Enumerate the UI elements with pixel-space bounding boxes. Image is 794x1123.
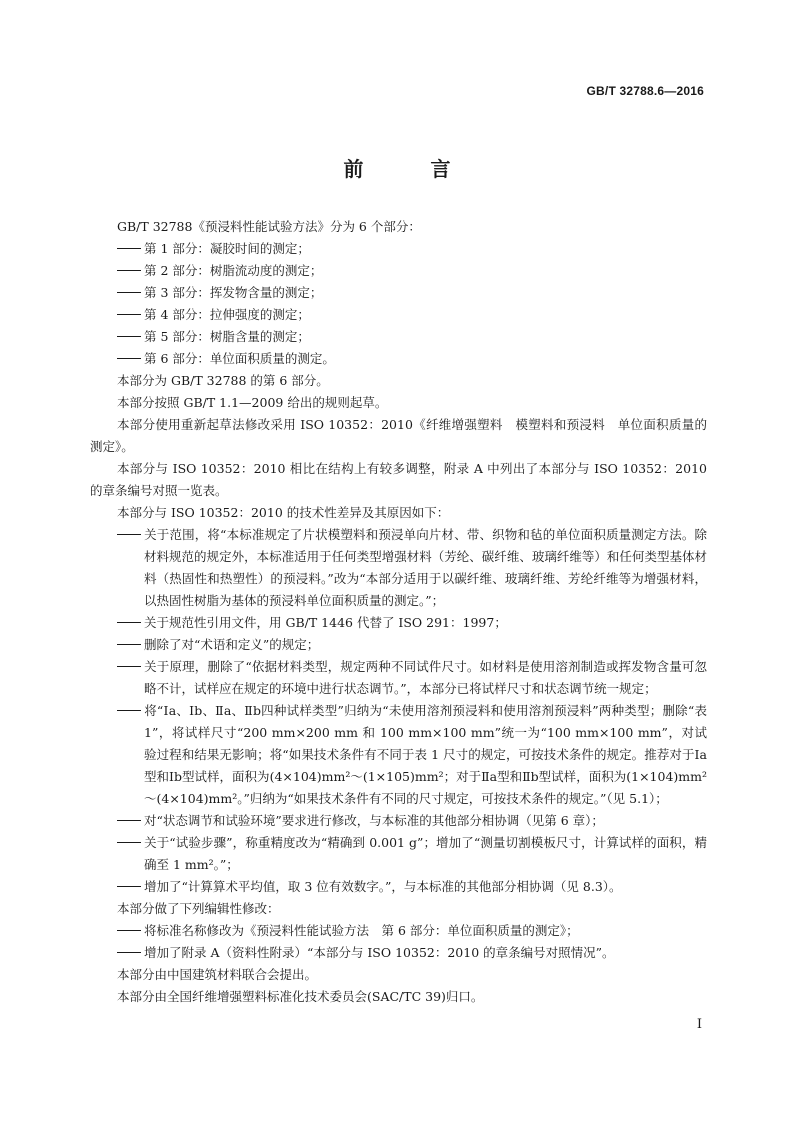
paragraph: [90, 964, 707, 986]
list-item: [90, 260, 707, 282]
dash-marker: [117, 810, 144, 832]
paragraph-text: 本部分使用重新起草法修改采用 ISO 10352：2010《纤维增强塑料 模塑料和预浸料 单位面积质量的测定》。: [90, 417, 707, 454]
dash-marker: [117, 634, 144, 656]
paragraph: [90, 216, 707, 238]
paragraph-text: 本部分由中国建筑材料联合会提出。: [117, 967, 318, 982]
dash-marker: [117, 304, 144, 326]
list-item: [90, 656, 707, 700]
paragraph: [90, 414, 707, 458]
dash-marker: [117, 612, 144, 634]
list-item: [90, 942, 707, 964]
dash-marker: [117, 260, 144, 282]
dash-marker: [117, 238, 144, 260]
list-item: [90, 238, 707, 260]
list-item: [90, 326, 707, 348]
paragraph-text: GB/T 32788《预浸料性能试验方法》分为 6 个部分：: [117, 219, 421, 234]
paragraph-text: 增加了“计算算术平均值，取 3 位有效数字。”，与本标准的其他部分相协调（见 8.3）。: [144, 879, 622, 894]
standard-code: GB/T 32788.6—2016: [586, 84, 704, 98]
paragraph-text: 将标准名称修改为《预浸料性能试验方法 第 6 部分：单位面积质量的测定》；: [144, 923, 579, 938]
document-body: [90, 216, 707, 1008]
list-item: [90, 634, 707, 656]
paragraph-text: 关于原理，删除了“依据材料类型，规定两种不同试件尺寸。如材料是使用溶剂制造或挥发物含量可忽略不计，试样应在规定的环境中进行状态调节。”，本部分已将试样尺寸和状态调节统一规定；: [144, 659, 707, 696]
paragraph-text: 删除了对“术语和定义”的规定；: [144, 637, 320, 652]
dash-marker: [117, 700, 144, 722]
dash-marker: [117, 920, 144, 942]
paragraph-text: 本部分按照 GB/T 1.1—2009 给出的规则起草。: [117, 395, 388, 410]
paragraph: [90, 370, 707, 392]
paragraph-text: 本部分做了下列编辑性修改：: [117, 901, 280, 916]
paragraph-text: 本部分由全国纤维增强塑料标准化技术委员会(SAC/TC 39)归口。: [117, 989, 484, 1004]
dash-marker: [117, 282, 144, 304]
dash-marker: [117, 832, 144, 854]
paragraph-text: 对“状态调节和试验环境”要求进行修改，与本标准的其他部分相协调（见第 6 章）；: [144, 813, 604, 828]
paragraph-text: 将“Ⅰa、Ⅰb、Ⅱa、Ⅱb四种试样类型”归纳为“未使用溶剂预浸料和使用溶剂预浸料”两种类型；删除“表 1”，将试样尺寸“200 mm×200 mm 和 100 mm×100 mm”统一为“100 mm×100 mm”，对试验过程和结果无影响；将“如果技术条件有不同于表 1 尺寸的规定，可按技术条件的规定。推荐对于Ⅰa型和Ⅰb型试样，面积为(4×104)mm²～(1×105)mm²；对于Ⅱa型和Ⅱb型试样，面积为(1×104)mm²～(4×104)mm²。”归纳为“如果技术条件有不同的尺寸规定，可按技术条件的规定。”（见 5.1）；: [144, 703, 707, 806]
dash-marker: [117, 326, 144, 348]
paragraph: [90, 502, 707, 524]
paragraph-text: 关于范围，将“本标准规定了片状模塑料和预浸单向片材、带、织物和毡的单位面积质量测定方法。除材料规范的规定外，本标准适用于任何类型增强材料（芳纶、碳纤维、玻璃纤维等）和任何类型基体材料（热固性和热塑性）的预浸料。”改为“本部分适用于以碳纤维、玻璃纤维、芳纶纤维等为增强材料，以热固性树脂为基体的预浸料单位面积质量的测定。”；: [144, 527, 707, 608]
list-item: [90, 304, 707, 326]
paragraph-text: 第 1 部分：凝胶时间的测定；: [144, 241, 310, 256]
paragraph-text: 增加了附录 A（资料性附录）“本部分与 ISO 10352：2010 的章条编号对照情况”。: [144, 945, 615, 960]
page-title: 前 言: [343, 157, 481, 181]
dash-marker: [117, 876, 144, 898]
paragraph-text: 关于“试验步骤”，称重精度改为“精确到 0.001 g”；增加了“测量切割模板尺寸，计算试样的面积，精确至 1 mm²。”；: [144, 835, 707, 872]
paragraph-text: 第 6 部分：单位面积质量的测定。: [144, 351, 335, 366]
paragraph: [90, 986, 707, 1008]
paragraph-text: 第 3 部分：挥发物含量的测定；: [144, 285, 323, 300]
list-item: [90, 524, 707, 612]
list-item: [90, 810, 707, 832]
dash-marker: [117, 656, 144, 678]
list-item: [90, 700, 707, 810]
paragraph-text: 本部分为 GB/T 32788 的第 6 部分。: [117, 373, 329, 388]
paragraph-text: 本部分与 ISO 10352：2010 相比在结构上有较多调整，附录 A 中列出了本部分与 ISO 10352：2010 的章条编号对照一览表。: [90, 461, 707, 498]
paragraph-text: 第 4 部分：拉伸强度的测定；: [144, 307, 310, 322]
dash-marker: [117, 942, 144, 964]
paragraph: [90, 898, 707, 920]
list-item: [90, 282, 707, 304]
paragraph: [90, 458, 707, 502]
list-item: [90, 920, 707, 942]
list-item: [90, 348, 707, 370]
paragraph-text: 第 2 部分：树脂流动度的测定；: [144, 263, 323, 278]
paragraph: [90, 392, 707, 414]
list-item: [90, 832, 707, 876]
dash-marker: [117, 524, 144, 546]
page-number: Ⅰ: [696, 1017, 702, 1032]
paragraph-text: 本部分与 ISO 10352：2010 的技术性差异及其原因如下：: [117, 505, 450, 520]
paragraph-text: 关于规范性引用文件，用 GB/T 1446 代替了 ISO 291：1997；: [144, 615, 507, 630]
list-item: [90, 876, 707, 898]
paragraph-text: 第 5 部分：树脂含量的测定；: [144, 329, 310, 344]
list-item: [90, 612, 707, 634]
dash-marker: [117, 348, 144, 370]
